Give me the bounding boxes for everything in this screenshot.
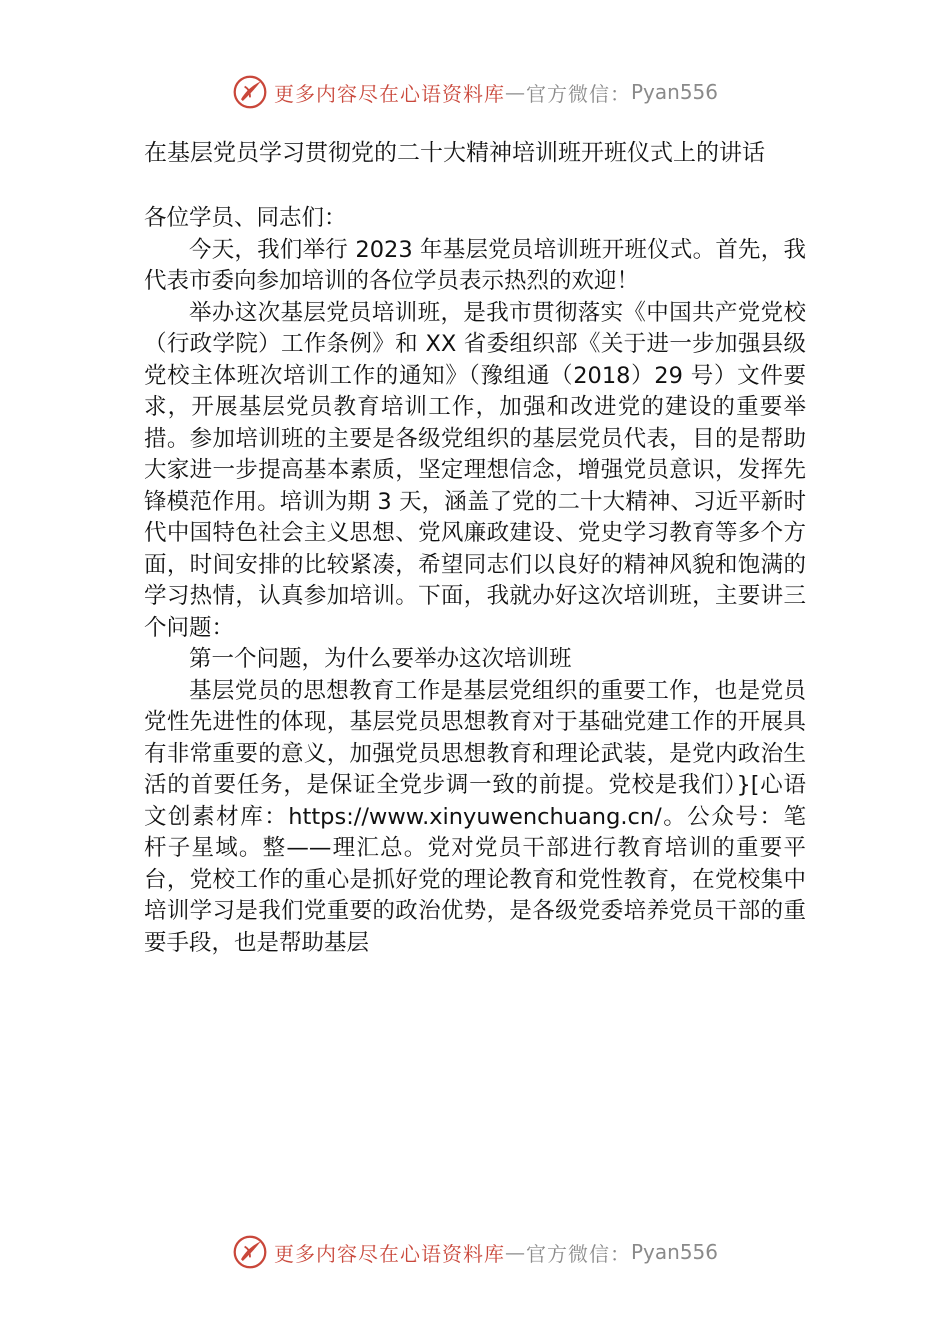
banner-wechat-id: Pyan556: [630, 1240, 718, 1264]
header-watermark-banner: [0, 70, 950, 114]
brush-leaf-logo-icon: [232, 74, 268, 110]
banner-main-text: 更多内容尽在心语资料库: [273, 81, 505, 106]
banner-sub-text: 官方微信：: [525, 81, 631, 106]
paragraph-welcome: 今天，我们举行 2023 年基层党员培训班开班仪式。首先，我代表市委向参加培训的各位学员表示热烈的欢迎！: [144, 236, 806, 294]
banner-wechat-id: Pyan556: [630, 80, 718, 104]
document-title: 在基层党员学习贯彻党的二十大精神培训班开班仪式上的讲话: [144, 140, 765, 166]
paragraph-importance: 基层党员的思想教育工作是基层党组织的重要工作，也是党员党性先进性的体现，基层党员思想教育对于基础党建工作的开展具有非常重要的意义，加强党员思想教育和理论武装，是党内政治生活的首要任务，是保证全党步调一致的前提。党校是我们）}[心语文创素材库：https://www.xinyuwenchuang.cn/。公众号：笔杆子星域。整——理汇总。党对党员干部进行教育培训的重要平台，党校工作的重心是抓好党的理论教育和党性教育，在党校集中培训学习是我们党重要的政治优势，是各级党委培养党员干部的重要手段，也是帮助基层: [144, 677, 806, 956]
banner-dash: —: [504, 80, 526, 104]
section-heading-first-question: 第一个问题，为什么要举办这次培训班: [189, 646, 572, 672]
salutation: 各位学员、同志们：: [144, 205, 347, 231]
brush-leaf-logo-icon: [232, 1234, 268, 1270]
banner-sub-text: 官方微信：: [525, 1241, 631, 1266]
footer-watermark-banner: [0, 1230, 950, 1274]
banner-dash: —: [504, 1240, 526, 1264]
paragraph-purpose: 举办这次基层党员培训班，是我市贯彻落实《中国共产党党校（行政学院）工作条例》和 XX 省委组织部《关于进一步加强县级党校主体班次培训工作的通知》（豫组通（2018）29 号）文件要求，开展基层党员教育培训工作，加强和改进党的建设的重要举措。参加培训班的主要是各级党组织的基层党员代表，目的是帮助大家进一步提高基本素质，坚定理想信念，增强党员意识，发挥先锋模范作用。培训为期 3 天，涵盖了党的二十大精神、习近平新时代中国特色社会主义思想、党风廉政建设、党史学习教育等多个方面，时间安排的比较紧凑，希望同志们以良好的精神风貌和饱满的学习热情，认真参加培训。下面，我就办好这次培训班，主要讲三个问题：: [144, 299, 806, 641]
document-body: [144, 203, 806, 959]
banner-main-text: 更多内容尽在心语资料库: [273, 1241, 505, 1266]
